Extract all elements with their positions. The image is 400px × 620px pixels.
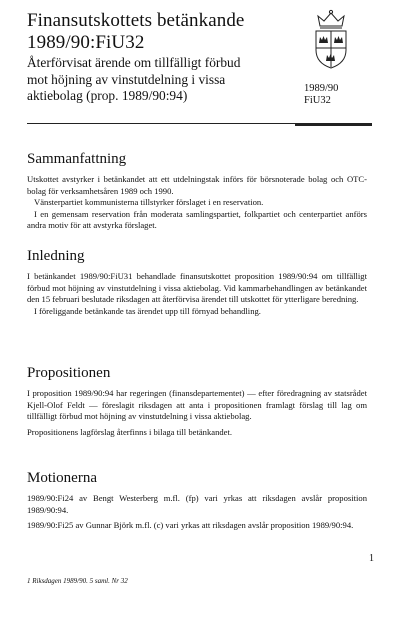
paragraph: I en gemensam reservation från moderata samlingspartiet, folkpartiet och centerpartiet anförs andra motiv för att avstyrka förslaget. [27, 208, 367, 231]
section-summary [27, 151, 367, 232]
document-subtitle-line-2: mot höjning av vinstutdelning i vissa [27, 71, 226, 87]
section-heading: Inledning [27, 248, 85, 264]
side-reference-code: FiU32 [304, 94, 331, 106]
paragraph: I föreliggande betänkande tas ärendet upp till förnyad behandling. [34, 305, 261, 316]
document-title: Finansutskottets betänkande [27, 10, 245, 31]
section-heading: Motionerna [27, 470, 97, 486]
section-proposition [27, 365, 367, 438]
document-title-block [27, 10, 295, 104]
side-reference-year: 1989/90 [304, 83, 339, 94]
page-footer: 1 Riksdagen 1989/90. 5 saml. Nr 32 [27, 577, 128, 585]
document-subtitle-line-1: Återförvisat ärende om tillfälligt förbud [27, 55, 241, 70]
document-subtitle-line-3: aktiebolag (prop. 1989/90:94) [27, 88, 188, 103]
paragraph: I betänkandet 1989/90:FiU31 behandlade finansutskottet proposition 1989/90:94 om tillfälligt förbud mot höjning av vinstutdelning i vissa aktiebolag. Vid kammarbehandlingen av betänkandet den 15 februari beslutade riksdagen att återförvisa ärendet till utskottet för ytterligare beredning. [27, 271, 367, 305]
paragraph: Propositionens lagförslag återfinns i bilaga till betänkandet. [27, 426, 233, 437]
paragraph: Vänsterpartiet kommunisterna tillstyrker förslaget i en reservation. [34, 197, 264, 208]
paragraph: 1989/90:Fi24 av Bengt Westerberg m.fl. (fp) vari yrkas att riksdagen avslår proposition 1989/90:94. [27, 493, 367, 515]
section-heading: Propositionen [27, 365, 111, 381]
page-number: 1 [369, 553, 374, 564]
document-number: 1989/90:FiU32 [27, 32, 145, 53]
section-introduction [27, 248, 367, 317]
side-reference [304, 83, 338, 106]
section-heading: Sammanfattning [27, 151, 127, 167]
section-motions [27, 470, 367, 532]
header-divider-accent [295, 124, 372, 126]
paragraph: 1989/90:Fi25 av Gunnar Björk m.fl. (c) vari yrkas att riksdagen avslår proposition 1989/90:94. [27, 520, 354, 531]
coat-of-arms-icon [308, 8, 354, 72]
paragraph: I proposition 1989/90:94 har regeringen (finansdepartementet) — efter föredragning av statsrådet Kjell-Olof Feldt — föreslagit riksdagen att anta i propositionen framlagt förslag till lag om tillfälligt förbud mot höjning av vinstutdelning i vissa aktiebolag. [27, 388, 367, 422]
paragraph: Utskottet avstyrker i betänkandet att ett utdelningstak införs för börsnoterade bolag och OTC-bolag för verksamhetsåren 1989 och 1990. [27, 174, 367, 196]
